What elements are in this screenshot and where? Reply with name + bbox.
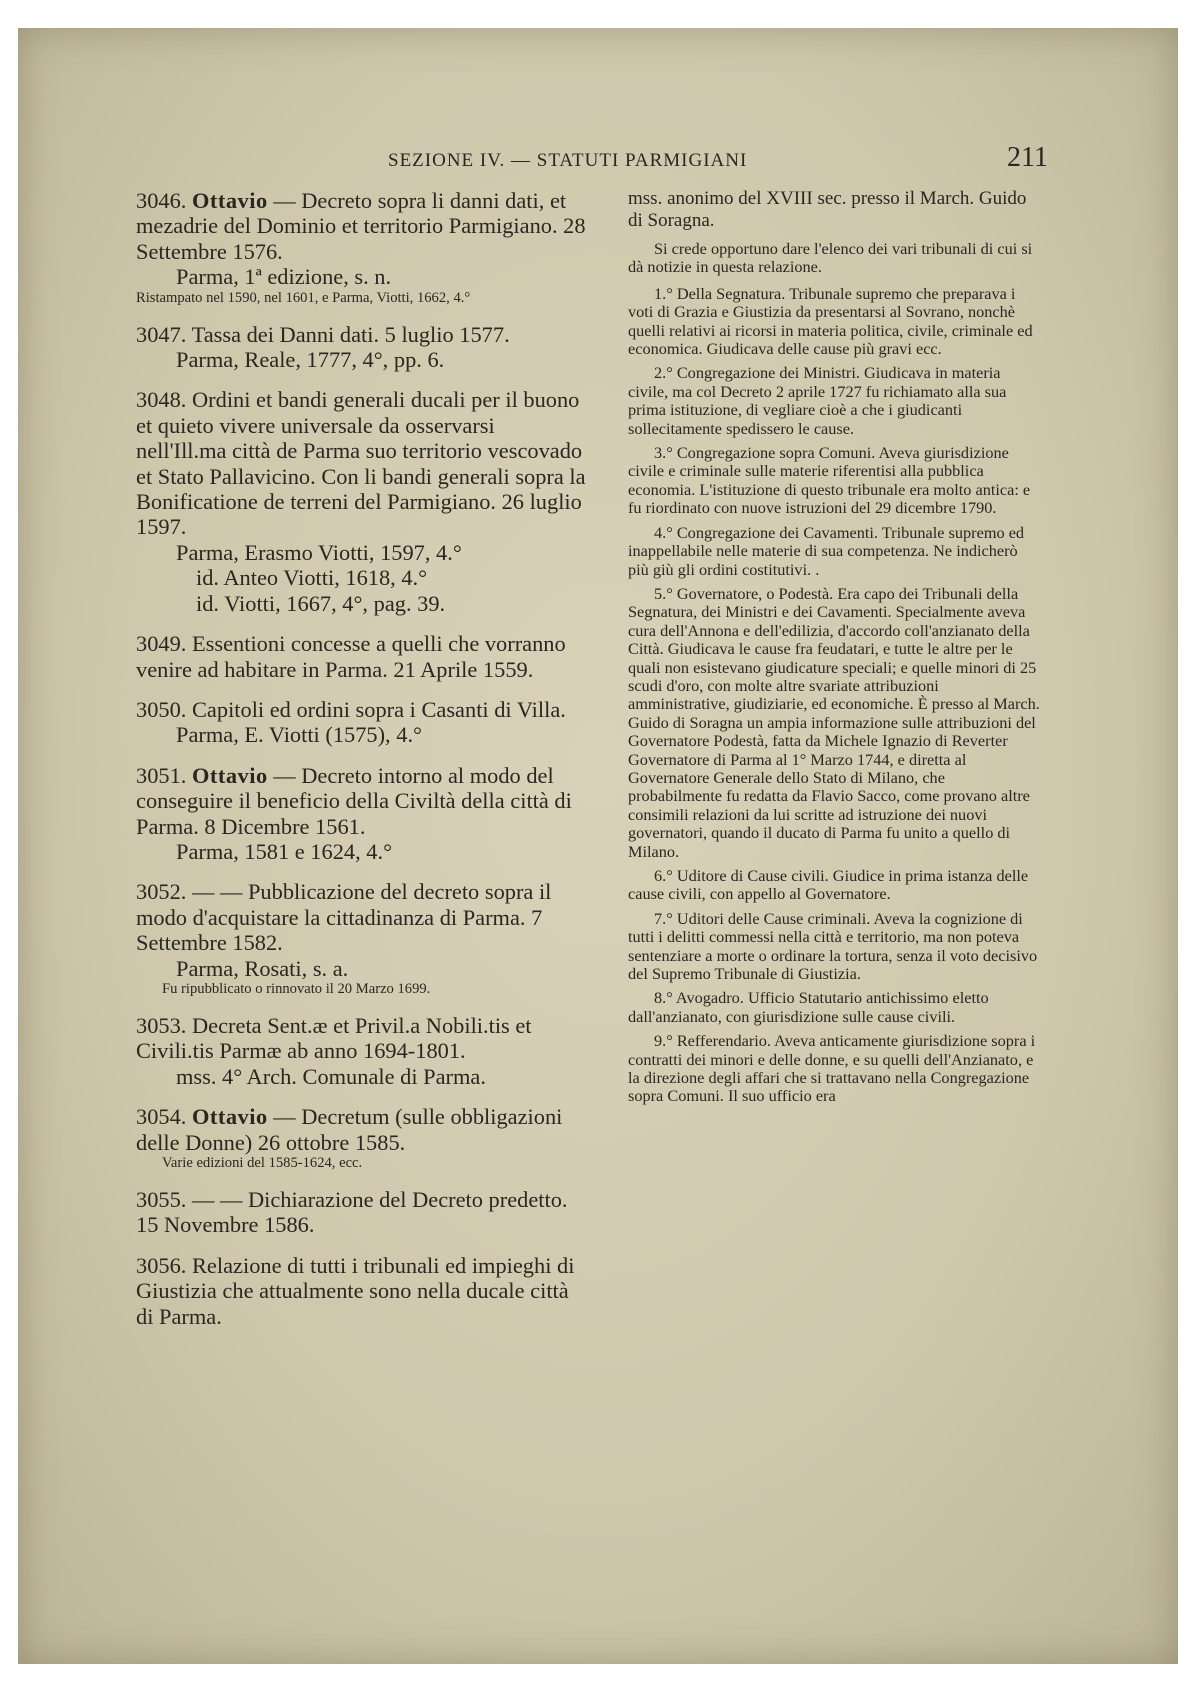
entry-number: 3053. [136,1012,187,1038]
catalog-entry [136,322,590,373]
left-column [136,188,590,1344]
tribunal-text: Avogadro. Ufficio Statutario antichissimo eletto dall'anzianato, con giurisdizione sulle cause civili. [628,988,989,1026]
entry-author: Ottavio [192,762,268,788]
right-column [628,188,1042,1112]
entry-imprint: id. Viotti, 1667, 4°, pag. 39. [196,590,446,616]
entry-number: 3055. [136,1187,187,1212]
page-scan [18,28,1178,1664]
entry-title: — — Pubblicazione del decreto sopra il modo d'acquistare la cittadinanza di Parma. 7 Settembre 1582. [136,879,552,956]
entry-imprint: Parma, Reale, 1777, 4°, pp. 6. [176,347,445,373]
catalog-entry [136,1013,590,1089]
entry-title: — Decreto intorno al modo del conseguire il beneficio della Civiltà della città di Parma. 8 Dicembre 1561. [136,762,572,839]
tribunal-item [628,364,1042,438]
intro-note: Si crede opportuno dare l'elenco dei vari tribunali di cui si dà notizie in questa relazione. [628,239,1033,277]
catalog-entry [136,1253,590,1329]
entry-title: Relazione di tutti i tribunali ed impieghi di Giustizia che attualmente sono nella ducale città di Parma. [136,1252,575,1329]
entry-author: Ottavio [192,1104,268,1130]
entry-imprint: Parma, E. Viotti (1575), 4.° [176,722,423,748]
page-header [388,142,1048,182]
catalog-entry [136,188,590,307]
running-title: SEZIONE IV. — STATUTI PARMIGIANI [388,150,748,171]
tribunal-number: 2.° [654,363,673,383]
catalog-entry [136,387,590,616]
entry-note: Fu ripubblicato o rinnovato il 20 Marzo 1699. [162,980,431,997]
entry-number: 3047. [136,321,187,347]
tribunal-text: Congregazione sopra Comuni. Aveva giurisdizione civile e criminale sulle materie riferentisi alla pubblica economia. L'istituzione di questo tribunale era molto antica: e fu riordinato con nuove istruzioni del 29 dicembre 1790. [628,443,1031,518]
catalog-entry [136,879,590,998]
tribunal-item [628,524,1042,579]
tribunal-number: 8.° [654,988,673,1008]
tribunal-item [628,910,1042,984]
tribunal-text: Refferendario. Aveva anticamente giurisdizione sopra i contratti dei minori e delle donne, e su quelli dell'Anzianato, e la direzione degli affari che si trattavano nella Congregazione sopra Comuni. Il suo ufficio era [628,1031,1036,1106]
tribunal-item [628,585,1042,861]
tribunal-text: Congregazione dei Cavamenti. Tribunale supremo ed inappellabile nelle materie di sua competenza. Ne indicherò più giù gli ordini costitutivi. . [628,522,1025,579]
tribunal-item [628,444,1042,518]
tribunal-number: 5.° [654,583,673,603]
catalog-entry [136,697,590,748]
entry-title: Ordini et bandi generali ducali per il buono et quieto vivere universale da osservarsi nell'Ill.ma città de Parma suo territorio vescovado et Stato Pallavicino. Con li bandi generali sopra la Bonificatione de terreni del Parmigiano. 26 luglio 1597. [136,387,586,540]
tribunal-item [628,867,1042,904]
tribunal-text: Uditori delle Cause criminali. Aveva la cognizione di tutti i delitti commessi nella città e territorio, ma non poteva sentenziare a morte o ordinare la tortura, senza il voto decisivo del Supremo Tribunale di Giustizia. [628,908,1038,984]
entry-number: 3054. [136,1104,187,1130]
tribunal-number: 3.° [654,443,673,463]
catalog-entry [136,631,590,682]
entry-number: 3056. [136,1252,187,1278]
entry-author: Ottavio [192,188,268,213]
entry-number: 3046. [136,188,187,213]
tribunal-number: 9.° [654,1031,673,1051]
entry-title: Capitoli ed ordini sopra i Casanti di Villa. [192,696,566,722]
entry-number: 3048. [136,387,187,413]
page-number: 211 [1007,142,1048,173]
tribunal-text: Uditore di Cause civili. Giudice in prima istanza delle cause civili, con appello al Governatore. [628,866,1029,904]
entry-imprint: Parma, 1581 e 1624, 4.° [176,838,393,864]
entry-imprint: Parma, Rosati, s. a. [176,955,349,981]
entry-imprint: mss. 4° Arch. Comunale di Parma. [176,1063,486,1089]
entry-title: Essentioni concesse a quelli che vorranno venire ad habitare in Parma. 21 Aprile 1559. [136,631,566,682]
tribunal-number: 6.° [654,866,673,885]
tribunal-number: 1.° [654,283,673,303]
entry-continuation: mss. anonimo del XVIII sec. presso il March. Guido di Soragna. [628,188,1027,231]
tribunal-text: Congregazione dei Ministri. Giudicava in materia civile, ma col Decreto 2 aprile 1727 fu richiamato alla sua prima istituzione, di vegliare cioè a che i giudicanti sollecitamente spedissero le cause. [628,363,1007,438]
tribunal-text: Della Segnatura. Tribunale supremo che preparava i voti di Grazia e Giustizia da presentarsi al Sovrano, nonchè quelli relativi ai ricorsi in materia politica, civile, criminale ed economica. Giudicava delle cause più gravi ecc. [628,283,1033,359]
tribunal-number: 7.° [654,908,673,928]
entry-note: Varie edizioni del 1585-1624, ecc. [162,1155,363,1171]
entry-title: — — Dichiarazione del Decreto predetto. 15 Novembre 1586. [136,1187,568,1238]
entry-number: 3049. [136,631,187,657]
catalog-entry [136,1187,590,1238]
catalog-entry [136,763,590,865]
entry-number: 3051. [136,762,187,788]
tribunal-text: Governatore, o Podestà. Era capo dei Tribunali della Segnatura, dei Ministri e dei Cavamenti. Specialmente aveva cura dell'Annona e dell'edilizia, d'accordo coll'anzianato della Città. Giudicava le cause fra feudatari, e tutte le altre per le quali non esistevano giudicature speciali; e quelle minori di 25 scudi d'oro, con molte altre svariate attribuzioni amministrative, giudiziarie, ed economiche. È presso al March. Guido di Soragna un ampia informazione sulle attribuzioni del Governatore Podestà, fatta da Michele Ignazio di Reverter Governatore di Parma al 1° Marzo 1744, e diretta al Governatore Generale dello Stato di Milano, che probabilmente fu redatta da Flavio Sacco, come provano altre consimili relazioni da lui scritte ad istruzione dei nuovi governatori, quando il ducato di Parma fu unito a quello di Milano. [628,583,1040,861]
entry-imprint: id. Anteo Viotti, 1618, 4.° [196,565,428,591]
tribunal-item [628,989,1042,1026]
entry-note: Ristampato nel 1590, nel 1601, e Parma, Viotti, 1662, 4.° [136,289,471,306]
entry-imprint: Parma, 1ª edizione, s. n. [176,264,392,290]
entry-title: — Decretum (sulle obbligazioni delle Donne) 26 ottobre 1585. [136,1104,563,1155]
tribunal-number: 4.° [654,522,673,542]
entry-number: 3052. [136,879,187,905]
catalog-entry [136,1104,590,1172]
entry-title: Tassa dei Danni dati. 5 luglio 1577. [191,321,510,347]
tribunal-item [628,1032,1042,1106]
entry-number: 3050. [136,696,187,722]
entry-title: Decreta Sent.æ et Privil.a Nobili.tis et Civili.tis Parmæ ab anno 1694-1801. [136,1012,532,1064]
entry-title: — Decreto sopra li danni dati, et mezadrie del Dominio et territorio Parmigiano. 28 Settembre 1576. [136,188,586,264]
tribunal-item [628,285,1042,359]
entry-imprint: Parma, Erasmo Viotti, 1597, 4.° [176,539,462,565]
